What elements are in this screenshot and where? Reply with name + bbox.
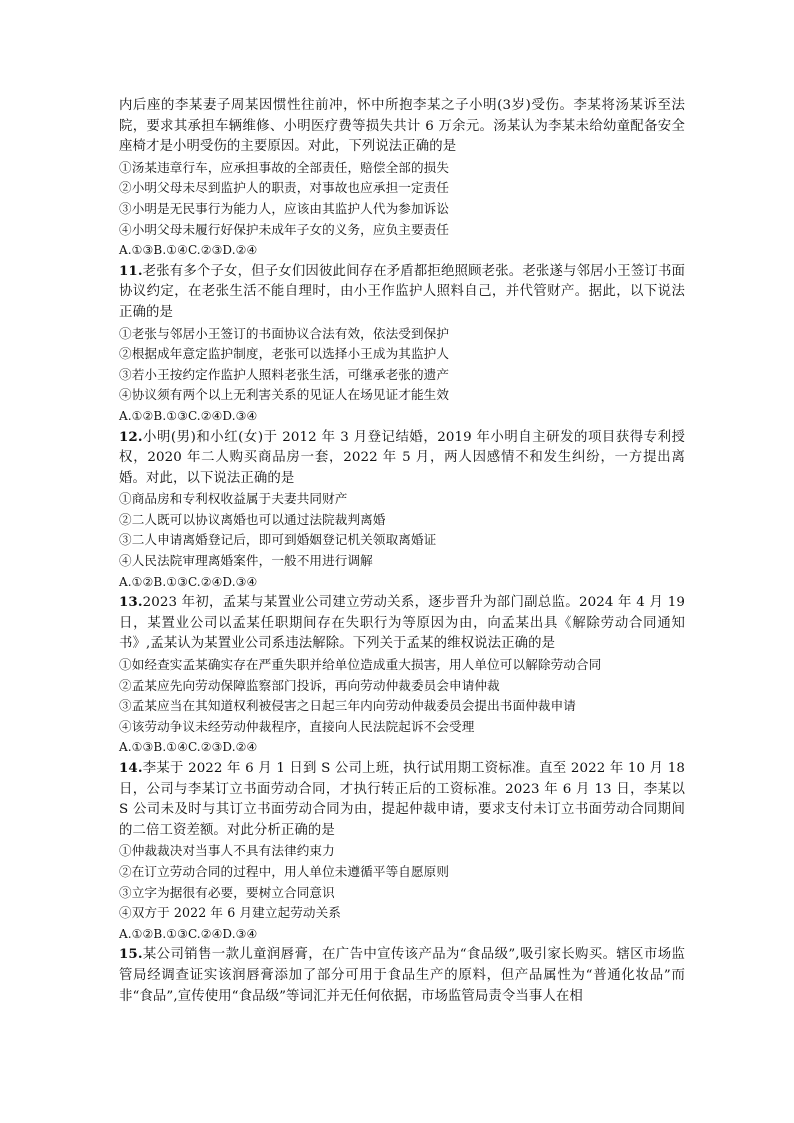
answer-choices: A.①③B.①④C.②③D.②④ [119, 243, 258, 258]
question-15 [119, 944, 685, 1007]
question-text [119, 592, 685, 655]
question-body: 李某于 2022 年 6 月 1 日到 S 公司上班，执行试用期工资标准。直至 2022 年 10 月 18 日，公司与李某订立书面劳动合同，才执行转正后的工资标准。2023 年 6 月 13 日，李某以 S 公司未及时与其订立书面劳动合同为由，提起仲裁申请，要求支付未订立书面劳动合同期间的二倍工资差额。对此分析正确的是 [119, 761, 685, 838]
option-4: ④小明父母未履行好保护未成年子女的义务，应负主要责任 [119, 221, 450, 237]
option-2: ②二人既可以协议离婚也可以通过法院裁判离婚 [119, 511, 386, 527]
question-10-continued [119, 96, 685, 261]
page-content [119, 96, 685, 1007]
option-3: ③若小王按约定作监护人照料老张生活，可继承老张的遗产 [119, 366, 450, 382]
option-4: ④人民法院审理离婚案件，一般不用进行调解 [119, 553, 373, 569]
question-number: 15. [119, 946, 143, 963]
answer-choices: A.①③B.①④C.②③D.②④ [119, 740, 258, 755]
option-2: ②在订立劳动合同的过程中，用人单位未遵循平等自愿原则 [119, 863, 450, 879]
option-2: ②孟某应先向劳动保障监察部门投诉，再向劳动仲裁委员会申请仲裁 [119, 677, 500, 693]
answer-choices: A.①②B.①③C.②④D.③④ [119, 574, 258, 589]
option-3: ③立字为据很有必要，要树立合同意识 [119, 884, 335, 900]
question-text [119, 427, 685, 490]
question-body: 2023 年初，孟某与某置业公司建立劳动关系，逐步晋升为部门副总监。2024 年 4 月 19 日，某置业公司以孟某任职期间存在失职行为等原因为由，向孟某出具《解除劳动合同通知书》,孟某认为某置业公司系违法解除。下列关于孟某的维权说法正确的是 [119, 595, 685, 652]
question-body: 某公司销售一款儿童润唇膏，在广告中宣传该产品为“食品级”,吸引家长购买。辖区市场监管局经调查证实该润唇膏添加了部分可用于食品生产的原料，但产品属性为“普通化妆品”而非“食品”,宣传使用“食品级”等词汇并无任何依据，市场监管局责令当事人在相 [119, 947, 685, 1004]
question-text [119, 944, 685, 1007]
option-1: ①商品房和专利权收益属于夫妻共同财产 [119, 491, 348, 507]
option-3: ③孟某应当在其知道权利被侵害之日起三年内向劳动仲裁委员会提出书面仲裁申请 [119, 698, 576, 714]
option-4: ④协议须有两个以上无利害关系的见证人在场见证才能生效 [119, 387, 450, 403]
question-text: 内后座的李某妻子周某因惯性往前冲，怀中所抱李某之子小明(3岁)受伤。李某将汤某诉至法院，要求其承担车辆维修、小明医疗费等损失共计 6 万余元。汤某认为李某未给幼童配备安全座椅才是小明受伤的主要原因。对此，下列说法正确的是 [119, 98, 685, 155]
question-13 [119, 592, 685, 758]
option-4: ④该劳动争议未经劳动仲裁程序，直接向人民法院起诉不会受理 [119, 718, 475, 734]
option-1: ①如经查实孟某确实存在严重失职并给单位造成重大损害，用人单位可以解除劳动合同 [119, 657, 602, 673]
option-2: ②小明父母未尽到监护人的职责，对事故也应承担一定责任 [119, 180, 450, 196]
question-11 [119, 261, 685, 427]
option-3: ③二人申请离婚登记后，即可到婚姻登记机关领取离婚证 [119, 532, 437, 548]
question-number: 14. [119, 760, 143, 776]
question-number: 12. [119, 428, 143, 445]
question-number: 13. [119, 594, 143, 611]
answer-choices: A.①②B.①③C.②④D.③④ [119, 408, 258, 423]
question-14 [119, 758, 685, 944]
option-3: ③小明是无民事行为能力人，应该由其监护人代为参加诉讼 [119, 200, 450, 216]
question-text [119, 261, 685, 324]
option-2: ②根据成年意定监护制度，老张可以选择小王成为其监护人 [119, 346, 450, 362]
option-1: ①汤某违章行车，应承担事故的全部责任，赔偿全部的损失 [119, 159, 450, 175]
option-4: ④双方于 2022 年 6 月建立起劳动关系 [119, 905, 341, 921]
answer-choices: A.①②B.①③C.②④D.③④ [119, 926, 258, 941]
question-text [119, 758, 685, 841]
question-12 [119, 427, 685, 593]
question-number: 11. [119, 262, 143, 279]
question-body: 小明(男)和小红(女)于 2012 年 3 月登记结婚，2019 年小明自主研发的项目获得专利授权，2020 年二人购买商品房一套，2022 年 5 月，两人因感情不和发生纠纷，一方提出离婚。对此，以下说法正确的是 [119, 429, 685, 486]
option-1: ①仲裁裁决对当事人不具有法律约束力 [119, 843, 335, 859]
option-1: ①老张与邻居小王签订的书面协议合法有效，依法受到保护 [119, 325, 450, 341]
question-body: 老张有多个子女，但子女们因彼此间存在矛盾都拒绝照顾老张。老张遂与邻居小王签订书面协议约定，在老张生活不能自理时，由小王作监护人照料自己，并代管财产。据此，以下说法正确的是 [119, 263, 685, 320]
